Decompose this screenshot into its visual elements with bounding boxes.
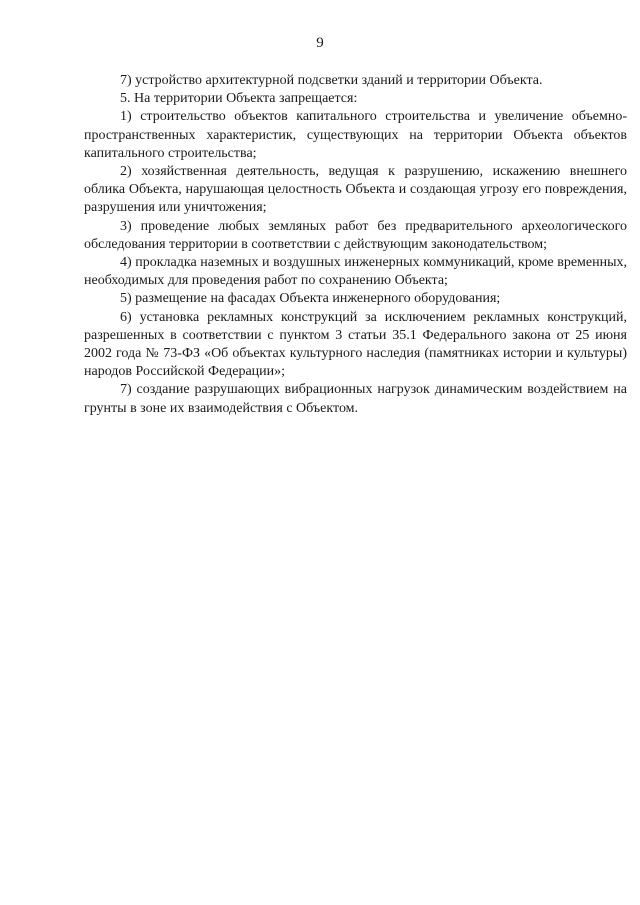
prohibition-item-6: 6) установка рекламных конструкций за исключением рекламных конструкций, разрешенных в соответствии с пунктом 3 статьи 35.1 Федерального закона от 25 июня 2002 года № 73-ФЗ «Об объектах культурного наследия (памятниках истории и культуры) народов Российской Федерации»; <box>84 309 627 380</box>
prohibition-item-3: 3) проведение любых земляных работ без предварительного археологического обследования территории в соответствии с действующим законодательством; <box>84 218 627 252</box>
prohibition-item-4: 4) прокладка наземных и воздушных инженерных коммуникаций, кроме временных, необходимых для проведения работ по сохранению Объекта; <box>84 255 627 289</box>
prohibition-item-1: 1) строительство объектов капитального строительства и увеличение объемно-пространственных характеристик, существующих на территории Объекта объектов капитального строительства; <box>84 109 627 161</box>
prohibition-item-2: 2) хозяйственная деятельность, ведущая к разрушению, искажению внешнего облика Объекта, нарушающая целостность Объекта и создающая угрозу его повреждения, разрушения или уничтожения; <box>84 164 627 216</box>
section-5-heading: 5. На территории Объекта запрещается: <box>120 91 358 107</box>
page-number: 9 <box>316 35 324 51</box>
prohibition-item-5: 5) размещение на фасадах Объекта инженерного оборудования; <box>120 291 501 307</box>
prohibition-item-7: 7) создание разрушающих вибрационных нагрузок динамическим воздействием на грунты в зоне их взаимодействия с Объектом. <box>84 382 627 416</box>
document-body <box>84 72 627 418</box>
paragraph-item-7-lighting: 7) устройство архитектурной подсветки зданий и территории Объекта. <box>120 73 543 88</box>
